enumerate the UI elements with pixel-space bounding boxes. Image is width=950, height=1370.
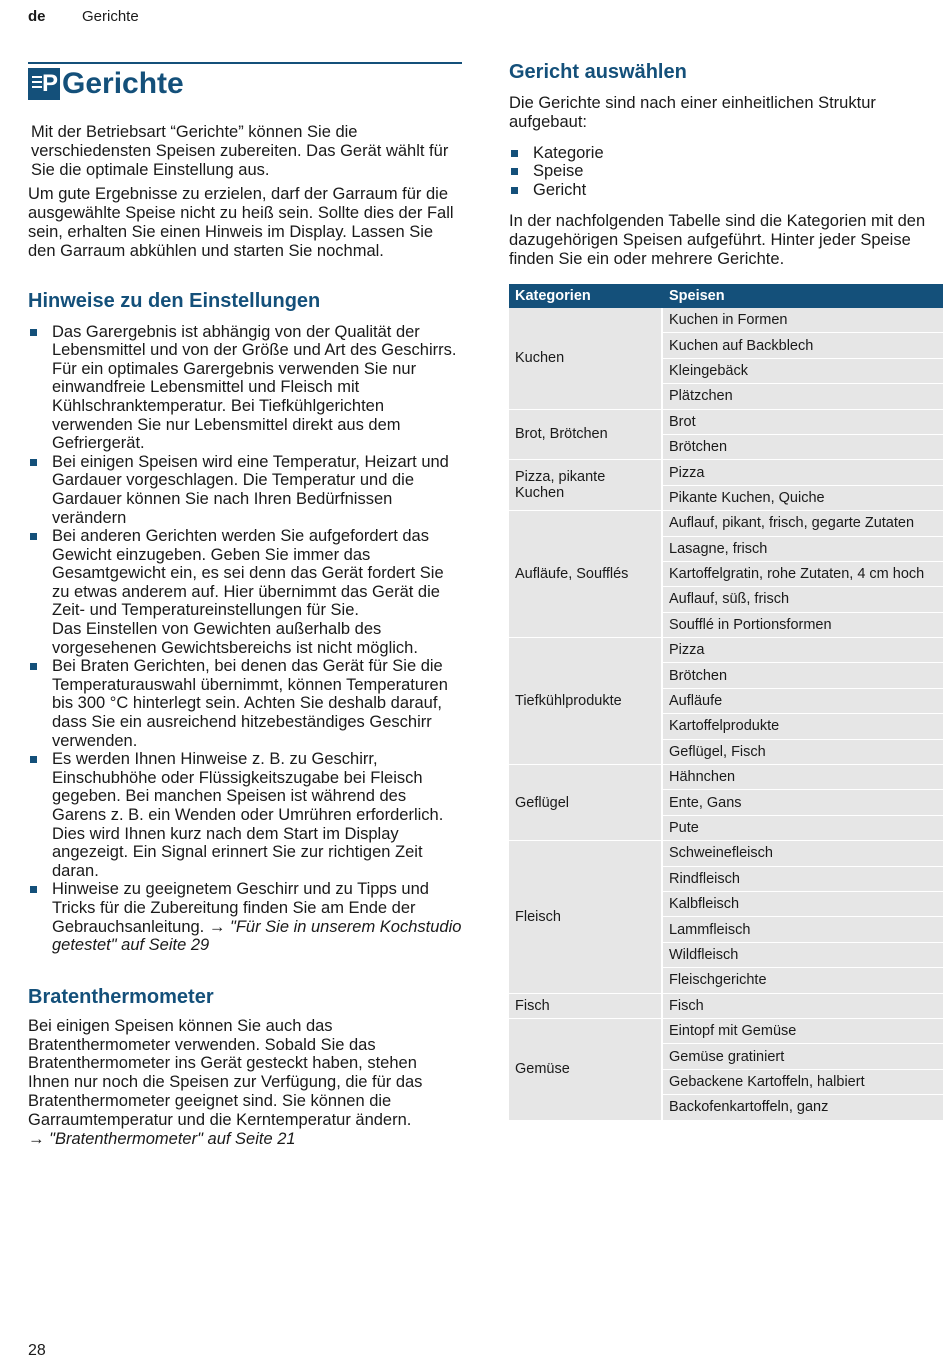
bullet-icon (511, 187, 518, 194)
page-title: Gerichte (62, 67, 184, 100)
dish-cell: Rindfleisch (663, 867, 943, 892)
dish-cell: Fleischgerichte (663, 968, 943, 993)
table-row (509, 841, 943, 866)
table-row (509, 308, 943, 333)
language-code: de (28, 8, 46, 25)
column-header-speisen: Speisen (663, 284, 943, 308)
bullet-icon (30, 756, 37, 763)
list-item: Kategorie (509, 144, 943, 163)
category-cell: Tiefkühlprodukte (509, 638, 663, 765)
category-cell: Gemüse (509, 1019, 663, 1121)
category-cell: Aufläufe, Soufflés (509, 511, 663, 638)
bullet-icon (30, 886, 37, 893)
right-column (509, 60, 943, 269)
structure-list (509, 144, 943, 200)
dish-cell: Auflauf, süß, frisch (663, 587, 943, 612)
dish-cell: Pikante Kuchen, Quiche (663, 486, 943, 511)
table-row (509, 638, 943, 663)
dish-cell: Hähnchen (663, 765, 943, 790)
dish-cell: Brötchen (663, 435, 943, 460)
gericht-auswaehlen-heading: Gericht auswählen (509, 61, 687, 83)
left-column (28, 62, 462, 1148)
dish-cell: Brötchen (663, 663, 943, 688)
list-item: Bei einigen Speisen wird eine Temperatur, Heizart und Gardauer vorgeschlagen. Die Temperatur und die Gardauer können Sie nach Ihren Bedürfnissen verändern (28, 453, 462, 527)
dish-cell: Kartoffelprodukte (663, 714, 943, 739)
cross-reference-link[interactable]: → "Für Sie in unserem Kochstudio getestet" auf Seite 29 (52, 917, 462, 955)
page-title-block (28, 62, 462, 102)
dish-cell: Fisch (663, 994, 943, 1019)
dish-cell: Eintopf mit Gemüse (663, 1019, 943, 1044)
table-row (509, 460, 943, 485)
bullet-icon (30, 533, 37, 540)
table-header-row (509, 284, 943, 308)
column-header-kategorien: Kategorien (509, 284, 663, 308)
dish-cell: Plätzchen (663, 384, 943, 409)
dish-cell: Pute (663, 816, 943, 841)
intro-paragraph-2: Um gute Ergebnisse zu erzielen, darf der Garraum für die ausgewählte Speise nicht zu heiß sein. Sollte dies der Fall sein, erhalten Sie einen Hinweis im Display. Lassen Sie den Garraum abkühlen und starten Sie nochmal. (28, 185, 454, 260)
table-row (509, 511, 943, 536)
header-section: Gerichte (82, 8, 139, 25)
bullet-icon (30, 459, 37, 466)
bullet-icon (30, 329, 37, 336)
table-row (509, 1019, 943, 1044)
dish-cell: Pizza (663, 460, 943, 485)
table-row (509, 765, 943, 790)
list-item: Bei Braten Gerichten, bei denen das Gerät für Sie die Temperaturauswahl übernimmt, können Temperaturen bis 300 °C hinterlegt sein. Achten Sie deshalb darauf, dass Sie ein ausreichend hitzebeständiges Geschirr verwenden. (28, 657, 462, 750)
dish-cell: Pizza (663, 638, 943, 663)
category-cell: Pizza, pikante Kuchen (509, 460, 663, 511)
table-row (509, 410, 943, 435)
dish-cell: Gebackene Kartoffeln, halbiert (663, 1070, 943, 1095)
dish-cell: Kartoffelgratin, rohe Zutaten, 4 cm hoch (663, 562, 943, 587)
category-cell: Brot, Brötchen (509, 410, 663, 461)
dishes-table (509, 284, 943, 1121)
bullet-icon (511, 150, 518, 157)
page-header (28, 8, 139, 25)
dish-cell: Kuchen in Formen (663, 308, 943, 333)
list-item: Gericht (509, 181, 943, 200)
list-item: Hinweise zu geeignetem Geschirr und zu Tipps und Tricks für die Zubereitung finden Sie am Ende der Gebrauchsanleitung. → "Für Sie in unserem Kochstudio getestet" auf Seite 29 (28, 880, 462, 954)
category-cell: Fisch (509, 994, 663, 1019)
category-cell: Geflügel (509, 765, 663, 841)
dish-cell: Geflügel, Fisch (663, 740, 943, 765)
bullet-icon (30, 663, 37, 670)
dish-cell: Lammfleisch (663, 917, 943, 942)
category-cell: Kuchen (509, 308, 663, 410)
cross-reference-link[interactable]: → "Bratenthermometer" auf Seite 21 (28, 1129, 296, 1148)
category-cell: Fleisch (509, 841, 663, 993)
page-number: 28 (28, 1342, 46, 1359)
list-item: Bei anderen Gerichten werden Sie aufgefordert das Gewicht einzugeben. Geben Sie immer das Gesamtgewicht ein, es sei denn das Gerät fordert Sie zu etwas anderem auf. Hier übernimmt das Gerät die Zeit- und Temperatureinstellungen für Sie. Das Einstellen von Gewichten außerhalb des vorgesehenen Gewichtsbereichs ist nicht möglich. (28, 527, 462, 657)
dish-cell: Ente, Gans (663, 790, 943, 815)
bratenthermometer-heading: Bratenthermometer (28, 985, 214, 1008)
dish-cell: Kuchen auf Backblech (663, 333, 943, 358)
dishes-mode-icon: P (28, 68, 60, 100)
bratenthermometer-paragraph: Bei einigen Speisen können Sie auch das Bratenthermometer verwenden. Sobald Sie das Bratenthermometer ins Gerät gesteckt haben, stehen Ihnen nur noch die Speisen zur Verfügung, die für das Bratenthermometer geeignet sind. Sie können die Garraumtemperatur und die Kerntemperatur ändern. → "Bratenthermometer" auf Seite 21 (28, 1016, 423, 1148)
dish-cell: Brot (663, 410, 943, 435)
table-intro: In der nachfolgenden Tabelle sind die Kategorien mit den dazugehörigen Speisen aufgeführt. Hinter jeder Speise finden Sie ein oder mehrere Gerichte. (509, 212, 926, 268)
intro-paragraph-1: Mit der Betriebsart “Gerichte” können Sie die verschiedensten Speisen zubereiten. Das Gerät wählt für Sie die optimale Einstellung aus. (31, 123, 449, 179)
list-item: Es werden Ihnen Hinweise z. B. zu Geschirr, Einschubhöhe oder Flüssigkeitszugabe bei Fleisch gegeben. Bei manchen Speisen ist während des Garens z. B. ein Wenden oder Umrühren erforderlich. Dies wird Ihnen kurz nach dem Start im Display angezeigt. Ein Signal erinnert Sie zur richtigen Zeit daran. (28, 750, 462, 880)
dish-cell: Kalbfleisch (663, 892, 943, 917)
dish-cell: Kleingebäck (663, 359, 943, 384)
table-row (509, 994, 943, 1019)
dish-cell: Auflauf, pikant, frisch, gegarte Zutaten (663, 511, 943, 536)
hinweise-list (28, 323, 462, 955)
hinweise-heading: Hinweise zu den Einstellungen (28, 289, 321, 312)
structure-intro: Die Gerichte sind nach einer einheitlichen Struktur aufgebaut: (509, 94, 876, 131)
dish-cell: Soufflé in Portionsformen (663, 613, 943, 638)
dish-cell: Aufläufe (663, 689, 943, 714)
bullet-icon (511, 168, 518, 175)
dish-cell: Gemüse gratiniert (663, 1044, 943, 1069)
dish-cell: Lasagne, frisch (663, 537, 943, 562)
list-item: Speise (509, 162, 943, 181)
dish-cell: Wildfleisch (663, 943, 943, 968)
list-item: Das Garergebnis ist abhängig von der Qualität der Lebensmittel und von der Größe und Art des Geschirrs. Für ein optimales Garergebnis verwenden Sie nur einwandfreie Lebensmittel und Fleisch mit Kühlschranktemperatur. Bei Tiefkühlgerichten verwenden Sie nur Lebensmittel direkt aus dem Gefriergerät. (28, 323, 462, 453)
dish-cell: Schweinefleisch (663, 841, 943, 866)
dish-cell: Backofenkartoffeln, ganz (663, 1095, 943, 1120)
